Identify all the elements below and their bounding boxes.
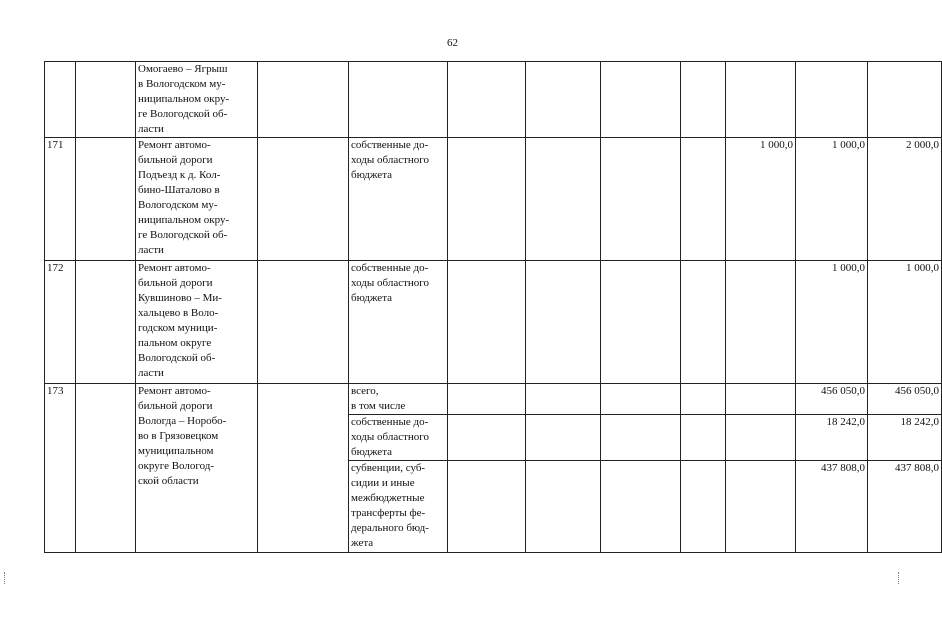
amount-cell: 1 000,0 <box>796 138 868 261</box>
row-number-cell <box>45 62 76 138</box>
funding-source-cell: собственные до- ходы областного бюджета <box>349 138 448 261</box>
amount-cell <box>726 384 796 415</box>
amount-cell <box>796 62 868 138</box>
amount-cell: 1 000,0 <box>796 261 868 384</box>
table-row <box>45 138 942 261</box>
row-number-cell: 171 <box>45 138 76 261</box>
amount-cell: 18 242,0 <box>868 415 942 461</box>
empty-cell <box>448 384 526 415</box>
table-row <box>45 261 942 384</box>
table-row <box>45 384 942 415</box>
empty-cell <box>526 62 601 138</box>
left-margin-mark <box>4 572 9 584</box>
empty-cell <box>681 461 726 553</box>
empty-cell <box>601 415 681 461</box>
row-number-cell: 172 <box>45 261 76 384</box>
funding-source-cell: собственные до- ходы областного бюджета <box>349 261 448 384</box>
empty-cell <box>601 384 681 415</box>
funding-source-cell: собственные до- ходы областного бюджета <box>349 415 448 461</box>
amount-cell <box>726 261 796 384</box>
object-name-cell: Ремонт автомо- бильной дороги Подъезд к д. Кол- бино-Шаталово в Вологодском му- ниципальном окру- ге Вологодской об- ласти <box>136 138 258 261</box>
empty-cell <box>448 62 526 138</box>
amount-cell: 1 000,0 <box>726 138 796 261</box>
budget-table <box>44 61 942 553</box>
empty-cell <box>258 384 349 553</box>
empty-cell <box>76 261 136 384</box>
empty-cell <box>681 138 726 261</box>
right-margin-mark <box>898 572 903 584</box>
empty-cell <box>448 461 526 553</box>
empty-cell <box>601 461 681 553</box>
amount-cell: 437 808,0 <box>868 461 942 553</box>
empty-cell <box>681 62 726 138</box>
empty-cell <box>258 138 349 261</box>
empty-cell <box>448 415 526 461</box>
empty-cell <box>601 261 681 384</box>
amount-cell: 2 000,0 <box>868 138 942 261</box>
amount-cell: 456 050,0 <box>868 384 942 415</box>
empty-cell <box>448 138 526 261</box>
empty-cell <box>448 261 526 384</box>
empty-cell <box>526 415 601 461</box>
amount-cell: 456 050,0 <box>796 384 868 415</box>
empty-cell <box>526 261 601 384</box>
row-number-cell: 173 <box>45 384 76 553</box>
object-name-cell: Ремонт автомо- бильной дороги Вологда – Норобо- во в Грязовецком муниципальном округе Вологод- ской области <box>136 384 258 553</box>
table-row <box>45 62 942 138</box>
funding-source-cell <box>349 62 448 138</box>
empty-cell <box>681 261 726 384</box>
object-name-cell: Ремонт автомо- бильной дороги Кувшиново – Ми- хальцево в Воло- годском муници- пальном округе Вологодской об- ласти <box>136 261 258 384</box>
funding-source-cell: всего, в том числе <box>349 384 448 415</box>
funding-source-cell: субвенции, суб- сидии и иные межбюджетные трансферты фе- дерального бюд- жета <box>349 461 448 553</box>
amount-cell <box>868 62 942 138</box>
amount-cell <box>726 415 796 461</box>
empty-cell <box>76 62 136 138</box>
amount-cell <box>726 62 796 138</box>
empty-cell <box>76 384 136 553</box>
object-name-cell: Омогаево – Ягрыш в Вологодском му- ниципальном окру- ге Вологодской об- ласти <box>136 62 258 138</box>
amount-cell: 437 808,0 <box>796 461 868 553</box>
empty-cell <box>601 62 681 138</box>
empty-cell <box>526 384 601 415</box>
empty-cell <box>76 138 136 261</box>
amount-cell <box>726 461 796 553</box>
empty-cell <box>258 261 349 384</box>
empty-cell <box>526 138 601 261</box>
empty-cell <box>681 384 726 415</box>
amount-cell: 18 242,0 <box>796 415 868 461</box>
amount-cell: 1 000,0 <box>868 261 942 384</box>
empty-cell <box>526 461 601 553</box>
empty-cell <box>601 138 681 261</box>
page-number: 62 <box>447 37 458 49</box>
empty-cell <box>681 415 726 461</box>
empty-cell <box>258 62 349 138</box>
